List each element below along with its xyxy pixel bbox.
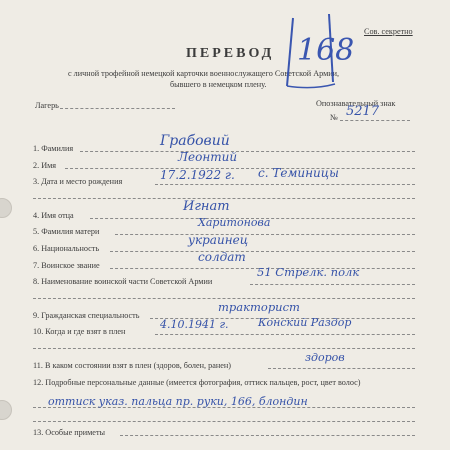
field-value-surname: Грабовий xyxy=(160,133,230,149)
field-label: 4. Имя отца xyxy=(33,211,74,220)
field-label: 5. Фамилия матери xyxy=(33,227,100,236)
subtitle-line2: бывшего в немецком плену. xyxy=(170,80,267,89)
field-label: 8. Наименование воинской части Советской Армии xyxy=(33,277,213,286)
id-mark-line xyxy=(340,120,410,121)
field-value-birthplace: с. Теминицы xyxy=(258,166,339,180)
field-label: 10. Когда и где взят в плен xyxy=(33,327,126,336)
punch-hole xyxy=(0,198,12,218)
id-mark-value: 5217 xyxy=(346,104,380,119)
handwritten-number-stamp xyxy=(283,12,355,90)
field-line xyxy=(65,168,415,169)
subtitle-line1: с личной трофейной немецкой карточки военнослужащего Советской Армии, xyxy=(68,69,340,78)
punch-hole xyxy=(0,400,12,420)
field-line xyxy=(268,368,415,369)
field-value-name: Леонтий xyxy=(178,150,238,164)
field-value-father-name: Игнат xyxy=(183,199,230,214)
field-label: 11. В каком состоянии взят в плен (здоров, болен, ранен) xyxy=(33,361,231,370)
field-line xyxy=(120,435,415,436)
field-line-extra xyxy=(33,298,415,299)
id-mark-label: Опознавательный знак xyxy=(316,99,396,108)
field-value-personal-data: оттиск указ. пальца пр. руки, 166, блондин xyxy=(48,395,308,408)
field-line-extra xyxy=(33,421,415,422)
field-line-extra xyxy=(33,348,415,349)
document-title: ПЕРЕВОД xyxy=(186,46,275,61)
camp-line xyxy=(60,108,175,109)
field-line xyxy=(115,234,415,235)
field-line xyxy=(80,151,415,152)
stamp-number-text: 168 xyxy=(297,33,355,68)
field-value-civil-specialty: тракторист xyxy=(218,300,300,314)
field-label: 3. Дата и место рождения xyxy=(33,177,123,186)
field-value-birthdate: 17.2.1922 г. xyxy=(160,168,235,182)
field-value-nationality: украинец xyxy=(188,233,249,247)
field-label: 2. Имя xyxy=(33,161,57,170)
field-label: 12. Подробные персональные данные (имеется фотография, оттиск пальцев, рост, цвет волос) xyxy=(33,378,361,387)
camp-label: Лагерь xyxy=(35,101,59,110)
field-label: 9. Гражданская специальность xyxy=(33,311,140,320)
field-value-mother-surname: Харитонова xyxy=(198,216,271,229)
field-value-rank: солдат xyxy=(198,250,246,264)
field-line xyxy=(155,334,415,335)
field-value-capture-condition: здоров xyxy=(305,351,345,364)
field-line xyxy=(110,251,415,252)
id-mark-number-sign: № xyxy=(330,113,338,122)
field-value-military-unit: 51 Стрелк. полк xyxy=(257,265,360,279)
field-value-capture-date: 4.10.1941 г. xyxy=(160,318,229,331)
field-label: 13. Особые приметы xyxy=(33,428,106,437)
field-label: 7. Воинское звание xyxy=(33,261,100,270)
field-line xyxy=(250,284,415,285)
field-line xyxy=(155,184,415,185)
field-value-capture-place: Конский Раздор xyxy=(258,316,352,329)
secrecy-label: Сов. секретно xyxy=(364,27,413,36)
field-label: 6. Национальность xyxy=(33,244,100,253)
field-label: 1. Фамилия xyxy=(33,144,74,153)
